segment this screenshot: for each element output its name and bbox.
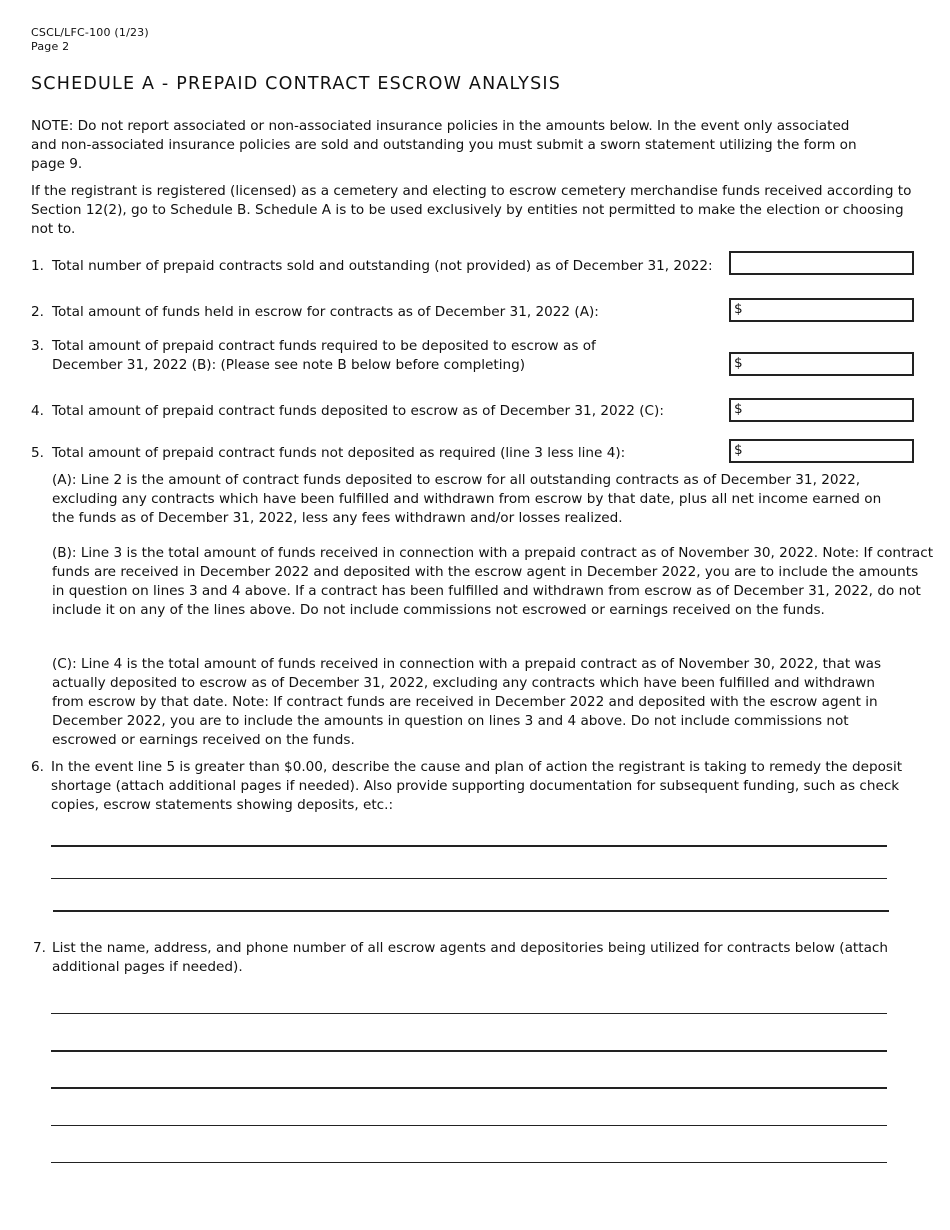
item-5-label: Total amount of prepaid contract funds not deposited as required (line 3 less line 4): bbox=[52, 445, 626, 461]
item-2-currency-symbol: $ bbox=[734, 301, 743, 317]
item-6-label: In the event line 5 is greater than $0.00, describe the cause and plan of action the registrant is taking to remedy the deposit shortage (attach additional pages if needed). Also provide supporting documentation for subsequent funding, such as check copies, escrow statements showing deposits, etc.: bbox=[51, 759, 903, 813]
item-2-input[interactable] bbox=[729, 298, 914, 322]
item-6-number: 6. bbox=[31, 759, 44, 775]
item-1-input[interactable] bbox=[729, 251, 914, 275]
item-3-label: Total amount of prepaid contract funds required to be deposited to escrow as of December 31, 2022 (B): (Please see note B below before completing) bbox=[52, 338, 596, 373]
intro-paragraph: If the registrant is registered (licensed) as a cemetery and electing to escrow cemetery merchandise funds received according to Section 12(2), go to Schedule B. Schedule A is to be used exclusively by entities not permitted to make the election or choosing not to. bbox=[31, 183, 912, 237]
item-4-input[interactable] bbox=[729, 398, 914, 422]
item-6-answer-line-3[interactable] bbox=[53, 910, 889, 912]
item-2-label: Total amount of funds held in escrow for contracts as of December 31, 2022 (A): bbox=[52, 304, 599, 320]
item-3-input[interactable] bbox=[729, 352, 914, 376]
item-7-label: List the name, address, and phone number of all escrow agents and depositories being utilized for contracts below (attach additional pages if needed). bbox=[52, 940, 888, 975]
item-6-answer-line-2[interactable] bbox=[51, 878, 887, 879]
item-3-currency-symbol: $ bbox=[734, 355, 743, 371]
item-7-answer-line-5[interactable] bbox=[51, 1162, 887, 1163]
note-b: (B): Line 3 is the total amount of funds received in connection with a prepaid contract as of November 30, 2022. Note: If contract funds are received in December 2022 and deposited with the escrow agent in December 2022, you are to include the amounts in question on lines 3 and 4 above. If a contract has been fulfilled and withdrawn from escrow as of December 31, 2022, do not include it on any of the lines above. Do not include commissions not escrowed or earnings received on the funds. bbox=[52, 545, 934, 618]
form-id: CSCL/LFC-100 (1/23) bbox=[31, 26, 149, 39]
item-1-label: Total number of prepaid contracts sold and outstanding (not provided) as of December 31, 2022: bbox=[52, 258, 713, 274]
item-7-answer-line-1[interactable] bbox=[51, 1013, 887, 1014]
item-7-answer-line-3[interactable] bbox=[51, 1087, 887, 1089]
item-4-number: 4. bbox=[31, 403, 44, 419]
note-paragraph: NOTE: Do not report associated or non-associated insurance policies in the amounts below. In the event only associated and non-associated insurance policies are sold and outstanding you must submit a sworn statement utilizing the form on page 9. bbox=[31, 118, 857, 172]
item-3-number: 3. bbox=[31, 338, 44, 354]
item-7-number: 7. bbox=[33, 940, 46, 956]
note-c: (C): Line 4 is the total amount of funds received in connection with a prepaid contract as of November 30, 2022, that was actually deposited to escrow as of December 31, 2022, excluding any contracts which have been fulfilled and withdrawn from escrow by that date. Note: If contract funds are received in December 2022 and deposited with the escrow agent in December 2022, you are to include the amounts in question on lines 3 and 4 above. Do not include commissions not escrowed or earnings received on the funds. bbox=[52, 656, 882, 748]
item-7-answer-line-2[interactable] bbox=[51, 1050, 887, 1052]
item-6-answer-line-1[interactable] bbox=[51, 845, 887, 847]
note-a: (A): Line 2 is the amount of contract funds deposited to escrow for all outstanding contracts as of December 31, 2022, excluding any contracts which have been fulfilled and withdrawn from escrow by that date, plus all net income earned on the funds as of December 31, 2022, less any fees withdrawn and/or losses realized. bbox=[52, 472, 882, 526]
item-4-currency-symbol: $ bbox=[734, 401, 743, 417]
item-1-number: 1. bbox=[31, 258, 44, 274]
item-5-currency-symbol: $ bbox=[734, 442, 743, 458]
item-7-answer-line-4[interactable] bbox=[51, 1125, 887, 1126]
page-title: SCHEDULE A - PREPAID CONTRACT ESCROW ANALYSIS bbox=[31, 74, 562, 94]
item-5-number: 5. bbox=[31, 445, 44, 461]
item-2-number: 2. bbox=[31, 304, 44, 320]
page-number: Page 2 bbox=[31, 40, 70, 53]
item-4-label: Total amount of prepaid contract funds deposited to escrow as of December 31, 2022 (C): bbox=[52, 403, 664, 419]
item-5-input[interactable] bbox=[729, 439, 914, 463]
